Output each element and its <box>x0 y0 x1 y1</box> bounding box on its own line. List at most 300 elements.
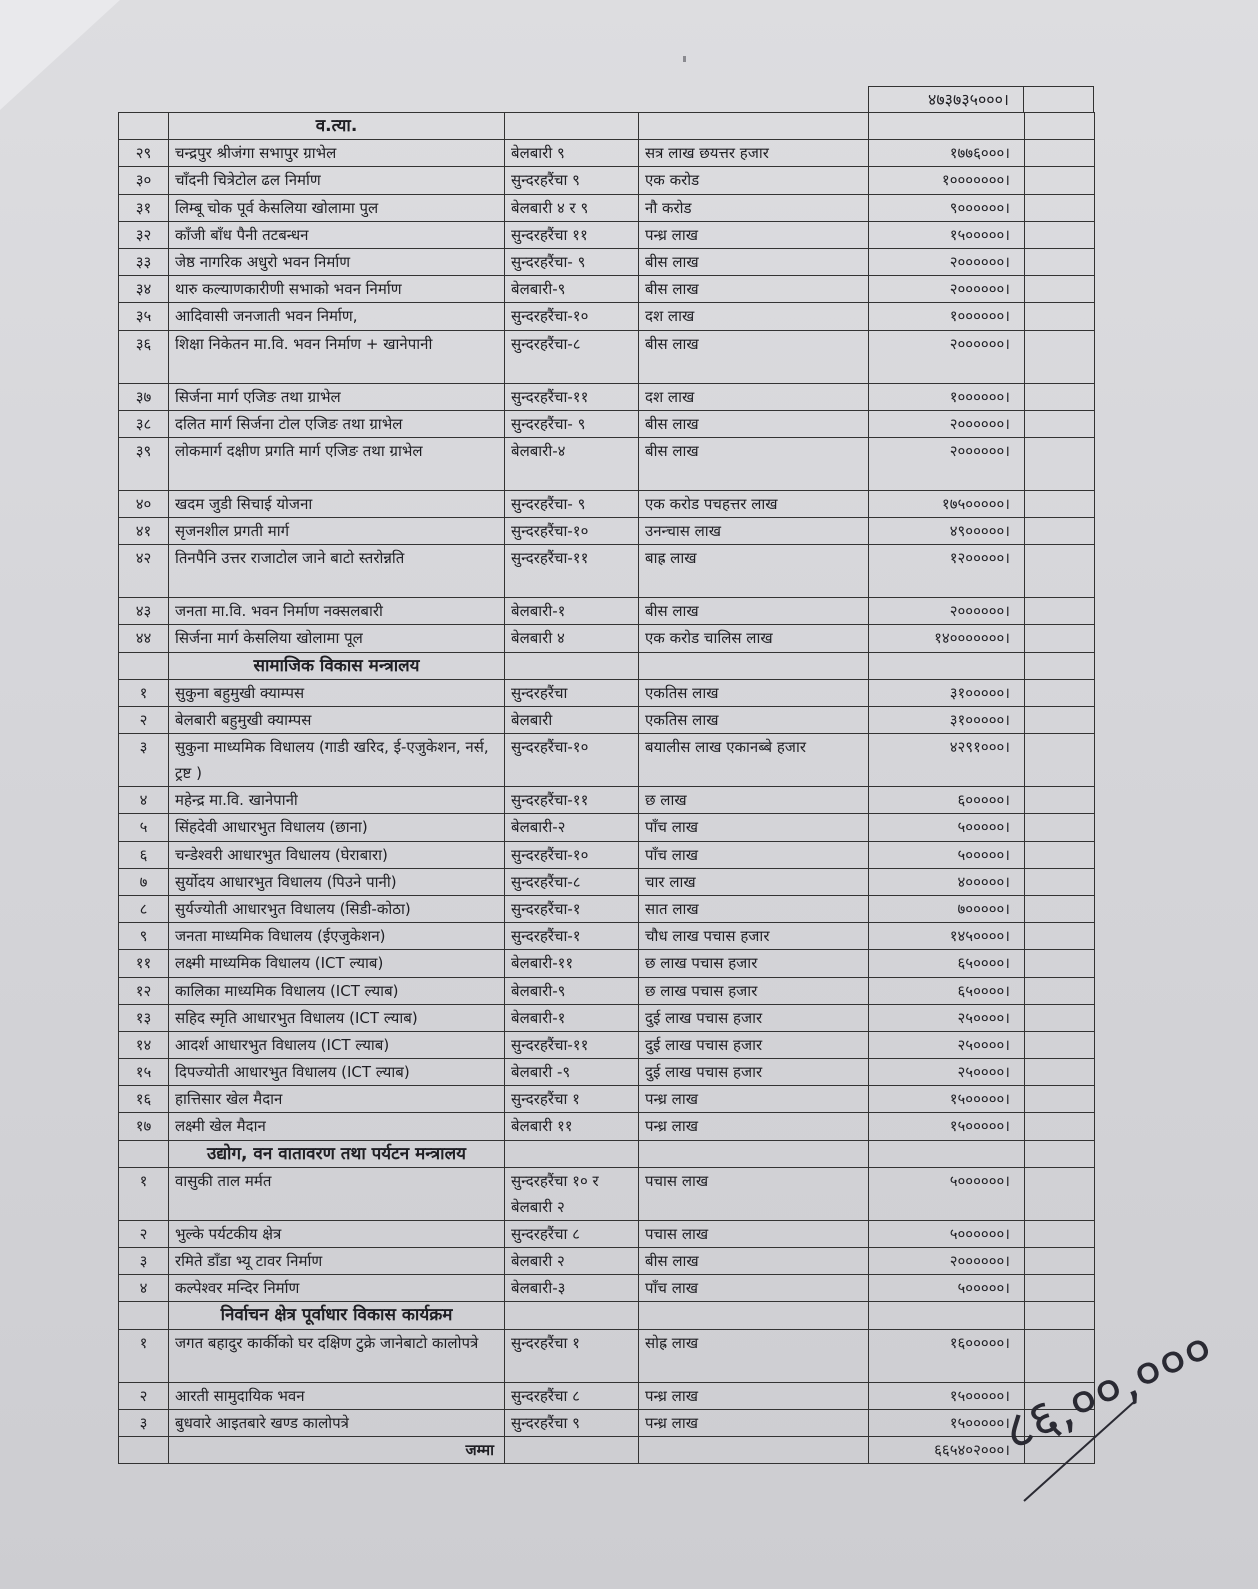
section-header-place <box>505 652 639 679</box>
blank-cell <box>1025 707 1095 734</box>
serial-number: ४ <box>119 1275 169 1302</box>
section-header-sn <box>119 652 169 679</box>
paper-mark <box>683 56 686 62</box>
amount-in-words: एक करोड पचहत्तर लाख <box>639 490 869 517</box>
location: बेलबारी ४ र ९ <box>505 194 639 221</box>
table-row <box>119 923 1095 950</box>
blank-cell <box>1025 1086 1095 1113</box>
location: बेलबारी ९ <box>505 140 639 167</box>
location: बेलबारी-११ <box>505 950 639 977</box>
amount: ६५००००। <box>869 977 1025 1004</box>
amount: २००००००। <box>869 437 1025 490</box>
location: सुन्दरहरैंचा १० र बेलबारी २ <box>505 1167 639 1220</box>
section-header-amount <box>869 113 1025 140</box>
table-row <box>119 868 1095 895</box>
amount-in-words: चार लाख <box>639 868 869 895</box>
project-name: दिपज्योती आधारभुत विधालय (ICT ल्याब) <box>169 1059 505 1086</box>
serial-number: ३ <box>119 734 169 787</box>
table-row <box>119 518 1095 545</box>
amount-in-words: बीस लाख <box>639 330 869 383</box>
table-row <box>119 248 1095 275</box>
amount: २००००००। <box>869 248 1025 275</box>
amount-in-words: छ लाख <box>639 787 869 814</box>
project-name: कालिका माध्यमिक विधालय (ICT ल्याब) <box>169 977 505 1004</box>
location: सुन्दरहरैंचा १ <box>505 1086 639 1113</box>
project-name: आदर्श आधारभुत विधालय (ICT ल्याब) <box>169 1031 505 1058</box>
amount-in-words: बाह्र लाख <box>639 545 869 598</box>
blank-cell <box>1025 437 1095 490</box>
location: सुन्दरहरैंचा ९ <box>505 1409 639 1436</box>
section-header-sn <box>119 1140 169 1167</box>
amount-in-words: सोह्र लाख <box>639 1329 869 1382</box>
blank-cell <box>1025 276 1095 303</box>
location: बेलबारी <box>505 707 639 734</box>
blank-cell <box>1025 787 1095 814</box>
project-name: रमिते डाँडा भ्यू टावर निर्माण <box>169 1248 505 1275</box>
section-header-amount <box>869 1302 1025 1329</box>
blank-cell <box>1025 1031 1095 1058</box>
section-header-row <box>119 652 1095 679</box>
total-sn <box>119 1436 169 1463</box>
amount: ५००००००। <box>869 1220 1025 1247</box>
project-name: सुकुना माध्यमिक विधालय (गाडी खरिद, ई-एजुकेशन, नर्स, ट्रष्ट ) <box>169 734 505 787</box>
amount: ९००००००। <box>869 194 1025 221</box>
location: सुन्दरहरैंचा-१ <box>505 895 639 922</box>
serial-number: ३ <box>119 1409 169 1436</box>
serial-number: १५ <box>119 1059 169 1086</box>
location: सुन्दरहरैंचा-११ <box>505 383 639 410</box>
blank-cell <box>1025 221 1095 248</box>
amount: १५०००००। <box>869 1382 1025 1409</box>
project-name: वासुकी ताल मर्मत <box>169 1167 505 1220</box>
amount: १५०००००। <box>869 1113 1025 1140</box>
serial-number: ३५ <box>119 303 169 330</box>
location: सुन्दरहरैंचा ८ <box>505 1382 639 1409</box>
table-row <box>119 1059 1095 1086</box>
amount-in-words: पन्ध्र लाख <box>639 1113 869 1140</box>
location: सुन्दरहरैंचा ८ <box>505 1220 639 1247</box>
total-place <box>505 1436 639 1463</box>
section-header-sn <box>119 113 169 140</box>
project-name: सहिद स्मृति आधारभुत विधालय (ICT ल्याब) <box>169 1004 505 1031</box>
table-row <box>119 1329 1095 1382</box>
table-row <box>119 167 1095 194</box>
project-name: बेलबारी बहुमुखी क्याम्पस <box>169 707 505 734</box>
section-header-blank <box>1025 113 1095 140</box>
amount-in-words: सात लाख <box>639 895 869 922</box>
serial-number: १४ <box>119 1031 169 1058</box>
section-header-place <box>505 113 639 140</box>
table-row <box>119 1113 1095 1140</box>
location: बेलबारी-४ <box>505 437 639 490</box>
table-row <box>119 410 1095 437</box>
amount-in-words: पाँच लाख <box>639 814 869 841</box>
serial-number: ८ <box>119 895 169 922</box>
amount-in-words: चौध लाख पचास हजार <box>639 923 869 950</box>
serial-number: ३८ <box>119 410 169 437</box>
location: सुन्दरहरैंचा-११ <box>505 787 639 814</box>
blank-cell <box>1025 545 1095 598</box>
location: सुन्दरहरैंचा-८ <box>505 330 639 383</box>
table-row <box>119 625 1095 652</box>
grand-total-top: ४७३७३५०००। <box>868 86 1024 112</box>
table-row <box>119 1409 1095 1436</box>
table-row <box>119 787 1095 814</box>
amount: ४९०००००। <box>869 518 1025 545</box>
amount: १५०००००। <box>869 1086 1025 1113</box>
table-row <box>119 490 1095 517</box>
project-name: काँजी बाँध पैनी तटबन्धन <box>169 221 505 248</box>
blank-cell <box>1025 1248 1095 1275</box>
location: बेलबारी-९ <box>505 276 639 303</box>
serial-number: ६ <box>119 841 169 868</box>
project-name: हात्तिसार खेल मैदान <box>169 1086 505 1113</box>
location: सुन्दरहरैंचा-८ <box>505 868 639 895</box>
amount: २००००००। <box>869 276 1025 303</box>
table-row <box>119 1167 1095 1220</box>
blank-cell <box>1025 194 1095 221</box>
project-name: महेन्द्र मा.वि. खानेपानी <box>169 787 505 814</box>
table-row <box>119 950 1095 977</box>
section-header-row <box>119 113 1095 140</box>
budget-table-body <box>119 113 1095 1464</box>
amount: २५००००। <box>869 1004 1025 1031</box>
amount-in-words: पाँच लाख <box>639 1275 869 1302</box>
location: सुन्दरहरैंचा-११ <box>505 1031 639 1058</box>
amount: २५००००। <box>869 1031 1025 1058</box>
amount-in-words: एक करोड चालिस लाख <box>639 625 869 652</box>
serial-number: ३३ <box>119 248 169 275</box>
amount-in-words: बयालीस लाख एकानब्बे हजार <box>639 734 869 787</box>
blank-cell <box>1025 679 1095 706</box>
blank-cell <box>1025 330 1095 383</box>
location: बेलबारी ११ <box>505 1113 639 1140</box>
amount-in-words: पाँच लाख <box>639 841 869 868</box>
serial-number: ३७ <box>119 383 169 410</box>
location: सुन्दरहरैंचा- ९ <box>505 410 639 437</box>
project-name: जनता माध्यमिक विधालय (ईएजुकेशन) <box>169 923 505 950</box>
section-title: उद्योग, वन वातावरण तथा पर्यटन मन्त्रालय <box>169 1140 505 1167</box>
table-row <box>119 734 1095 787</box>
serial-number: ३० <box>119 167 169 194</box>
amount-in-words: दुई लाख पचास हजार <box>639 1004 869 1031</box>
project-name: आरती सामुदायिक भवन <box>169 1382 505 1409</box>
blank-cell <box>1025 1275 1095 1302</box>
amount: १०००००००। <box>869 167 1025 194</box>
amount-in-words: दुई लाख पचास हजार <box>639 1031 869 1058</box>
amount-in-words: पचास लाख <box>639 1220 869 1247</box>
amount: ५०००००। <box>869 814 1025 841</box>
location: सुन्दरहरैंचा ११ <box>505 221 639 248</box>
amount: ६५००००। <box>869 950 1025 977</box>
budget-table <box>118 112 1095 1464</box>
project-name: जगत बहादुर कार्कीको घर दक्षिण टुक्रे जानेबाटो कालोपत्रे <box>169 1329 505 1382</box>
project-name: सुर्योदय आधारभुत विधालय (पिउने पानी) <box>169 868 505 895</box>
amount-in-words: बीस लाख <box>639 437 869 490</box>
section-header-row <box>119 1302 1095 1329</box>
serial-number: २९ <box>119 140 169 167</box>
total-amount: ६६५४०२०००। <box>869 1436 1025 1463</box>
blank-cell <box>1025 518 1095 545</box>
blank-cell <box>1025 734 1095 787</box>
project-name: चन्डेश्वरी आधारभुत विधालय (घेराबारा) <box>169 841 505 868</box>
location: सुन्दरहरैंचा- ९ <box>505 490 639 517</box>
serial-number: ३४ <box>119 276 169 303</box>
project-name: बुधवारे आइतबारे खण्ड कालोपत्रे <box>169 1409 505 1436</box>
amount: ५००००००। <box>869 1167 1025 1220</box>
table-row <box>119 1275 1095 1302</box>
serial-number: ४ <box>119 787 169 814</box>
section-header-amount <box>869 1140 1025 1167</box>
section-header-sn <box>119 1302 169 1329</box>
amount-in-words: बीस लाख <box>639 276 869 303</box>
amount: ४०००००। <box>869 868 1025 895</box>
amount: १७७६०००। <box>869 140 1025 167</box>
location: बेलबारी ४ <box>505 625 639 652</box>
serial-number: ३१ <box>119 194 169 221</box>
blank-cell <box>1025 977 1095 1004</box>
project-name: कल्पेश्वर मन्दिर निर्माण <box>169 1275 505 1302</box>
table-row <box>119 437 1095 490</box>
amount: १५०००००। <box>869 1409 1025 1436</box>
amount-in-words: एकतिस लाख <box>639 707 869 734</box>
total-words <box>639 1436 869 1463</box>
table-row <box>119 545 1095 598</box>
folded-corner <box>0 0 120 110</box>
blank-cell <box>1025 140 1095 167</box>
table-row <box>119 194 1095 221</box>
location: बेलबारी -९ <box>505 1059 639 1086</box>
blank-cell <box>1025 383 1095 410</box>
blank-cell <box>1025 1004 1095 1031</box>
amount: ५०००००। <box>869 1275 1025 1302</box>
serial-number: ४४ <box>119 625 169 652</box>
serial-number: १७ <box>119 1113 169 1140</box>
amount-in-words: पन्ध्र लाख <box>639 1086 869 1113</box>
table-row <box>119 383 1095 410</box>
project-name: चन्द्रपुर श्रीजंगा सभापुर ग्राभेल <box>169 140 505 167</box>
serial-number: १ <box>119 1329 169 1382</box>
amount-in-words: बीस लाख <box>639 1248 869 1275</box>
location: बेलबारी २ <box>505 1248 639 1275</box>
amount: २५००००। <box>869 1059 1025 1086</box>
section-header-blank <box>1025 1140 1095 1167</box>
amount: ६०००००। <box>869 787 1025 814</box>
blank-cell <box>1025 923 1095 950</box>
amount-in-words: छ लाख पचास हजार <box>639 977 869 1004</box>
location: सुन्दरहरैंचा १ <box>505 1329 639 1382</box>
amount: १५०००००। <box>869 221 1025 248</box>
location: सुन्दरहरैंचा- ९ <box>505 248 639 275</box>
project-name: सुकुना बहुमुखी क्याम्पस <box>169 679 505 706</box>
section-header-amount <box>869 652 1025 679</box>
location: बेलबारी-२ <box>505 814 639 841</box>
section-header-words <box>639 652 869 679</box>
serial-number: ४३ <box>119 598 169 625</box>
amount-in-words: उनन्चास लाख <box>639 518 869 545</box>
amount: २००००००। <box>869 330 1025 383</box>
blank-cell <box>1025 248 1095 275</box>
blank-cell <box>1025 625 1095 652</box>
blank-cell <box>1025 167 1095 194</box>
amount-in-words: पचास लाख <box>639 1167 869 1220</box>
location: बेलबारी-१ <box>505 598 639 625</box>
project-name: लक्ष्मी माध्यमिक विधालय (ICT ल्याब) <box>169 950 505 977</box>
amount: ७०००००। <box>869 895 1025 922</box>
serial-number: ४१ <box>119 518 169 545</box>
blank-cell <box>1025 1059 1095 1086</box>
project-name: जनता मा.वि. भवन निर्माण नक्सलबारी <box>169 598 505 625</box>
project-name: लिम्बू चोक पूर्व केसलिया खोलामा पुल <box>169 194 505 221</box>
blank-cell <box>1025 1220 1095 1247</box>
table-row <box>119 679 1095 706</box>
section-header-blank <box>1025 652 1095 679</box>
serial-number: ३ <box>119 1248 169 1275</box>
blank-cell <box>1025 303 1095 330</box>
amount: १७५०००००। <box>869 490 1025 517</box>
blank-cell <box>1025 950 1095 977</box>
project-name: सुर्यज्योती आधारभुत विधालय (सिडी-कोठा) <box>169 895 505 922</box>
serial-number: ५ <box>119 814 169 841</box>
serial-number: १ <box>119 679 169 706</box>
amount: ५०००००। <box>869 841 1025 868</box>
blank-cell <box>1025 868 1095 895</box>
project-name: दलित मार्ग सिर्जना टोल एजिङ तथा ग्राभेल <box>169 410 505 437</box>
amount: १६०००००। <box>869 1329 1025 1382</box>
blank-cell <box>1025 841 1095 868</box>
location: बेलबारी-९ <box>505 977 639 1004</box>
table-row <box>119 221 1095 248</box>
section-title: निर्वाचन क्षेत्र पूर्वाधार विकास कार्यक्रम <box>169 1302 505 1329</box>
amount: २००००००। <box>869 410 1025 437</box>
grand-total-blank-cell <box>1024 86 1094 112</box>
amount-in-words: एक करोड <box>639 167 869 194</box>
project-name: लोकमार्ग दक्षीण प्रगति मार्ग एजिङ तथा ग्राभेल <box>169 437 505 490</box>
amount-in-words: छ लाख पचास हजार <box>639 950 869 977</box>
section-header-words <box>639 113 869 140</box>
serial-number: १३ <box>119 1004 169 1031</box>
table-row <box>119 1031 1095 1058</box>
section-header-words <box>639 1302 869 1329</box>
location: सुन्दरहरैंचा-१० <box>505 734 639 787</box>
section-header-blank <box>1025 1302 1095 1329</box>
amount-in-words: बीस लाख <box>639 410 869 437</box>
serial-number: १२ <box>119 977 169 1004</box>
section-title: सामाजिक विकास मन्त्रालय <box>169 652 505 679</box>
project-name: आदिवासी जनजाती भवन निर्माण, <box>169 303 505 330</box>
amount-in-words: दुई लाख पचास हजार <box>639 1059 869 1086</box>
amount-in-words: पन्ध्र लाख <box>639 1409 869 1436</box>
location: सुन्दरहरैंचा ९ <box>505 167 639 194</box>
table-row <box>119 598 1095 625</box>
project-name: खदम जुडी सिचाई योजना <box>169 490 505 517</box>
serial-number: ७ <box>119 868 169 895</box>
serial-number: ३६ <box>119 330 169 383</box>
total-label: जम्मा <box>169 1436 505 1463</box>
amount: १२०००००। <box>869 545 1025 598</box>
serial-number: ९ <box>119 923 169 950</box>
amount-in-words: पन्ध्र लाख <box>639 221 869 248</box>
location: सुन्दरहरैंचा-१० <box>505 303 639 330</box>
amount-in-words: एकतिस लाख <box>639 679 869 706</box>
amount: ४२९१०००। <box>869 734 1025 787</box>
blank-cell <box>1025 814 1095 841</box>
table-row <box>119 707 1095 734</box>
project-name: शिक्षा निकेतन मा.वि. भवन निर्माण + खानेपानी <box>169 330 505 383</box>
location: बेलबारी-३ <box>505 1275 639 1302</box>
table-row <box>119 977 1095 1004</box>
amount: १००००००। <box>869 383 1025 410</box>
amount: २००००००। <box>869 1248 1025 1275</box>
amount: २००००००। <box>869 598 1025 625</box>
table-row <box>119 303 1095 330</box>
section-header-row <box>119 1140 1095 1167</box>
amount-in-words: पन्ध्र लाख <box>639 1382 869 1409</box>
amount-in-words: बीस लाख <box>639 598 869 625</box>
amount-in-words: सत्र लाख छयत्तर हजार <box>639 140 869 167</box>
serial-number: ११ <box>119 950 169 977</box>
table-row <box>119 1382 1095 1409</box>
table-row <box>119 1220 1095 1247</box>
handwritten-note: ८६,००,००० <box>994 1318 1222 1464</box>
blank-cell <box>1025 410 1095 437</box>
table-row <box>119 330 1095 383</box>
table-row <box>119 140 1095 167</box>
project-name: सिर्जना मार्ग केसलिया खोलामा पूल <box>169 625 505 652</box>
table-row <box>119 1004 1095 1031</box>
location: सुन्दरहरैंचा-१० <box>505 841 639 868</box>
project-name: सिर्जना मार्ग एजिङ तथा ग्राभेल <box>169 383 505 410</box>
amount-in-words: दश लाख <box>639 383 869 410</box>
project-name: तिनपैनि उत्तर राजाटोल जाने बाटो स्तरोन्नति <box>169 545 505 598</box>
serial-number: २ <box>119 707 169 734</box>
section-header-words <box>639 1140 869 1167</box>
serial-number: ३२ <box>119 221 169 248</box>
project-name: सिंहदेवी आधारभुत विधालय (छाना) <box>169 814 505 841</box>
section-header-place <box>505 1140 639 1167</box>
blank-cell <box>1025 895 1095 922</box>
project-name: थारु कल्याणकारीणी सभाको भवन निर्माण <box>169 276 505 303</box>
serial-number: ४२ <box>119 545 169 598</box>
table-row <box>119 1248 1095 1275</box>
amount: ३१०००००। <box>869 679 1025 706</box>
amount: १४०००००००। <box>869 625 1025 652</box>
project-name: भुल्के पर्यटकीय क्षेत्र <box>169 1220 505 1247</box>
table-row <box>119 841 1095 868</box>
amount: १००००००। <box>869 303 1025 330</box>
project-name: चाँदनी चित्रेटोल ढल निर्माण <box>169 167 505 194</box>
serial-number: ४० <box>119 490 169 517</box>
total-row <box>119 1436 1095 1463</box>
amount-in-words: बीस लाख <box>639 248 869 275</box>
serial-number: २ <box>119 1382 169 1409</box>
serial-number: ३९ <box>119 437 169 490</box>
blank-cell <box>1025 490 1095 517</box>
blank-cell <box>1025 1167 1095 1220</box>
serial-number: १ <box>119 1167 169 1220</box>
location: सुन्दरहरैंचा-१० <box>505 518 639 545</box>
amount: ३१०००००। <box>869 707 1025 734</box>
amount-in-words: नौ करोड <box>639 194 869 221</box>
project-name: लक्ष्मी खेल मैदान <box>169 1113 505 1140</box>
location: बेलबारी-१ <box>505 1004 639 1031</box>
table-row <box>119 895 1095 922</box>
serial-number: २ <box>119 1220 169 1247</box>
table-row <box>119 814 1095 841</box>
table-row <box>119 276 1095 303</box>
location: सुन्दरहरैंचा-११ <box>505 545 639 598</box>
serial-number: १६ <box>119 1086 169 1113</box>
